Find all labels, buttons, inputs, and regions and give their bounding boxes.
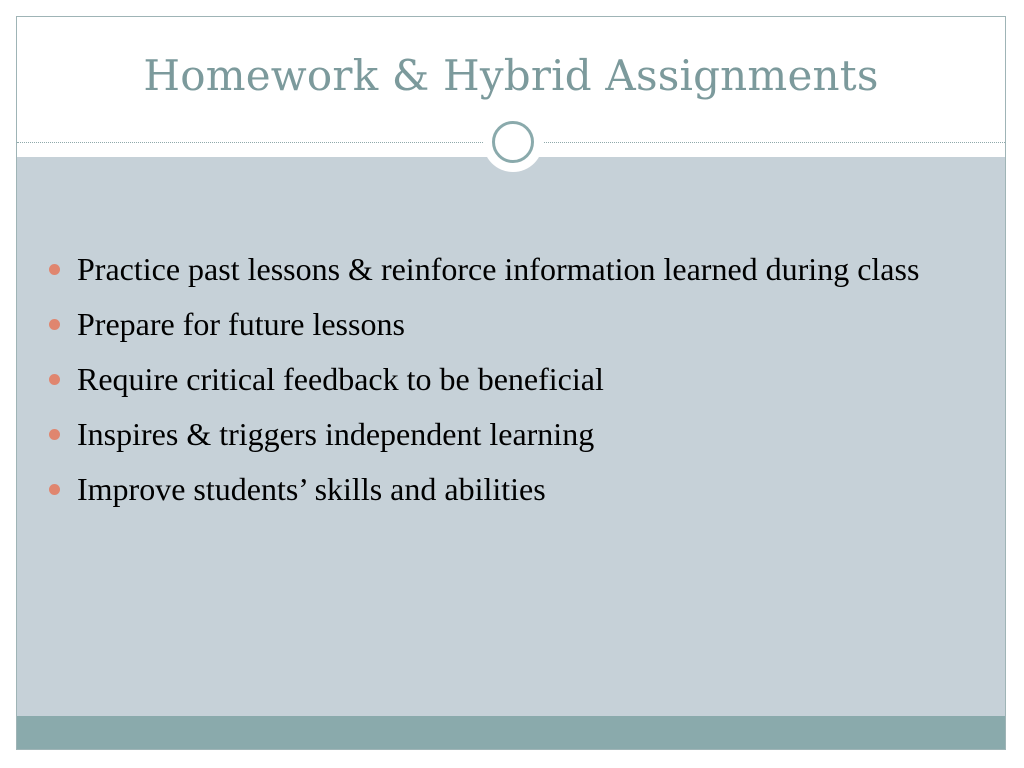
bullet-text: Improve students’ skills and abilities xyxy=(77,471,546,507)
bullet-dot-icon xyxy=(49,319,60,330)
bullet-item xyxy=(47,359,987,399)
bullet-list xyxy=(47,249,987,524)
bullet-text: Require critical feedback to be beneficial xyxy=(77,361,604,397)
bullet-item xyxy=(47,469,987,509)
bullet-dot-icon xyxy=(49,374,60,385)
slide-title: Homework & Hybrid Assignments xyxy=(143,51,879,100)
ring-icon xyxy=(483,112,543,172)
ring-inner xyxy=(492,121,534,163)
bullet-item xyxy=(47,249,987,289)
bullet-text: Practice past lessons & reinforce information learned during class xyxy=(77,251,920,287)
bullet-item xyxy=(47,304,987,344)
slide xyxy=(16,16,1006,750)
bullet-text: Prepare for future lessons xyxy=(77,306,405,342)
bullet-text: Inspires & triggers independent learning xyxy=(77,416,595,452)
bullet-dot-icon xyxy=(49,429,60,440)
bullet-item xyxy=(47,414,987,454)
bullet-dot-icon xyxy=(49,264,60,275)
footer-band xyxy=(17,716,1005,750)
bullet-dot-icon xyxy=(49,484,60,495)
